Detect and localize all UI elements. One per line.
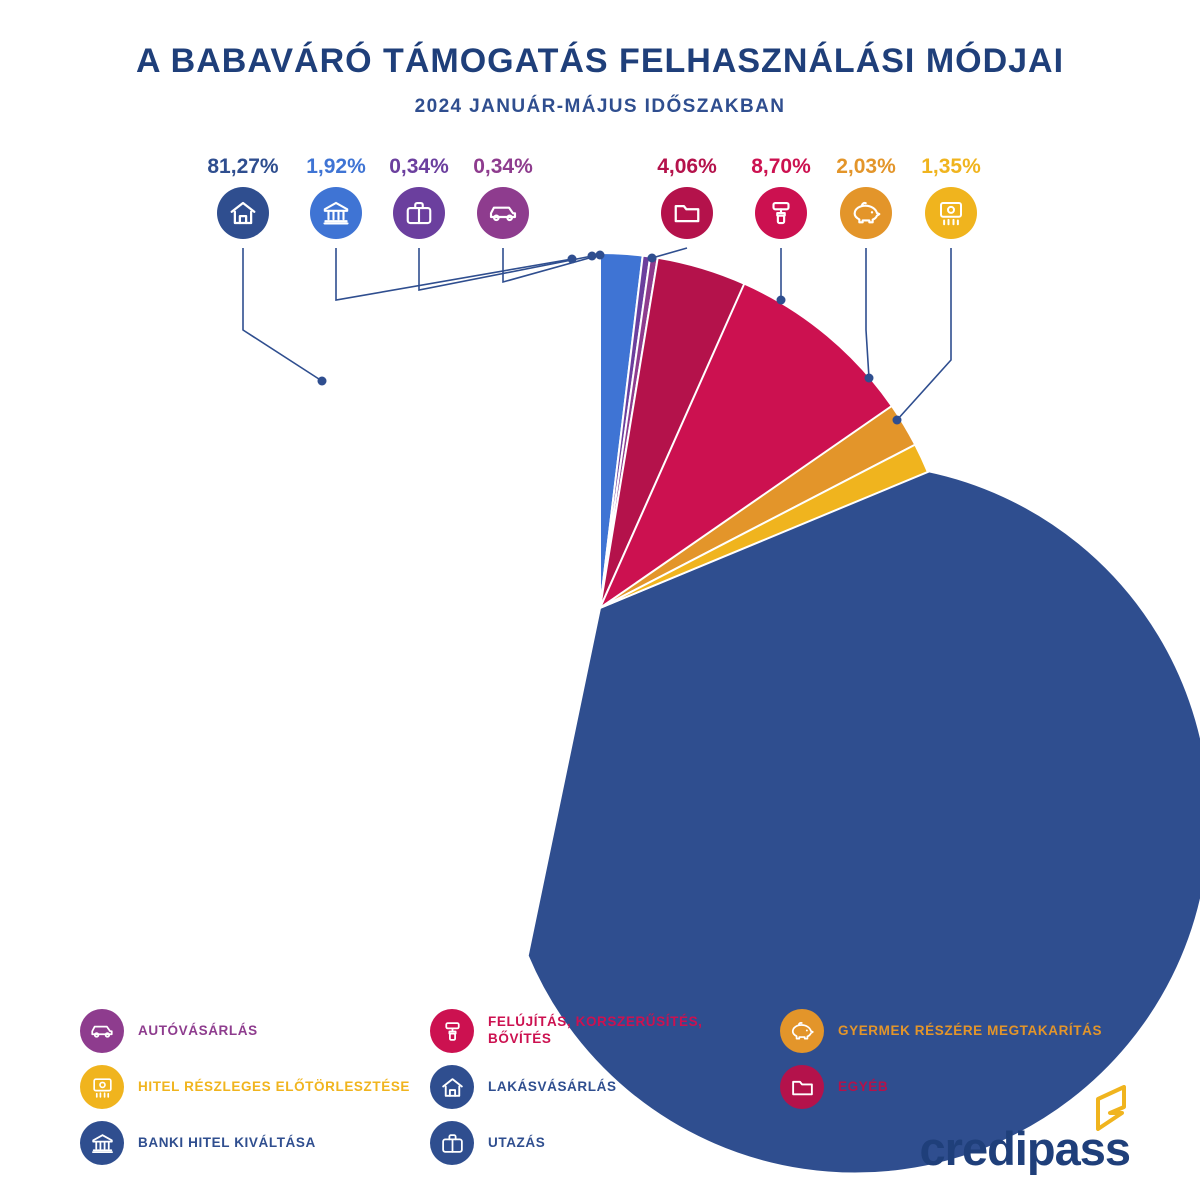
paint-roller-icon bbox=[755, 187, 807, 239]
legend-label: LAKÁSVÁSÁRLÁS bbox=[488, 1078, 617, 1094]
house-icon bbox=[217, 187, 269, 239]
legend-label: EGYÉB bbox=[838, 1078, 889, 1094]
money-screen-icon bbox=[925, 187, 977, 239]
callout-percent: 81,27% bbox=[207, 155, 279, 178]
legend-label: BANKI HITEL KIVÁLTÁSA bbox=[138, 1134, 316, 1150]
callout-percent: 4,06% bbox=[657, 155, 717, 178]
bank-icon bbox=[80, 1121, 124, 1165]
suitcase-icon bbox=[430, 1121, 474, 1165]
house-icon bbox=[430, 1065, 474, 1109]
money-screen-icon bbox=[80, 1065, 124, 1109]
callout-percent: 2,03% bbox=[836, 155, 896, 178]
brand-logo bbox=[919, 1122, 1130, 1175]
callout-percent: 1,92% bbox=[306, 155, 366, 178]
legend-item-lakasvasarlas[interactable] bbox=[430, 1061, 770, 1113]
bank-icon bbox=[310, 187, 362, 239]
folder-icon bbox=[780, 1065, 824, 1109]
legend-item-hitel-elotorlesztes[interactable] bbox=[80, 1061, 420, 1113]
page-title: A BABAVÁRÓ TÁMOGATÁS FELHASZNÁLÁSI MÓDJAI bbox=[135, 42, 1065, 80]
legend-label: GYERMEK RÉSZÉRE MEGTAKARÍTÁS bbox=[838, 1022, 1103, 1038]
callout-hitel-elotorlesztes bbox=[891, 155, 1011, 239]
page-subtitle: 2024 JANUÁR-MÁJUS IDŐSZAKBAN bbox=[414, 96, 786, 117]
legend-label: FELÚJÍTÁS, KORSZERŰSÍTÉS, BŐVÍTÉS bbox=[488, 1014, 703, 1046]
callout-percent: 0,34% bbox=[473, 155, 533, 178]
callout-percent: 1,35% bbox=[921, 155, 981, 178]
legend-item-felujitas[interactable] bbox=[430, 1005, 770, 1057]
callout-percent: 8,70% bbox=[751, 155, 811, 178]
legend-item-utazas[interactable] bbox=[430, 1117, 770, 1169]
car-icon bbox=[477, 187, 529, 239]
legend-item-egyeb[interactable] bbox=[780, 1061, 1120, 1113]
folder-icon bbox=[661, 187, 713, 239]
callout-autovasarlas bbox=[443, 155, 563, 239]
brand-name: credipass bbox=[919, 1122, 1130, 1175]
suitcase-icon bbox=[393, 187, 445, 239]
legend-item-gyermek-megtakaritas[interactable] bbox=[780, 1005, 1120, 1057]
credipass-mark-icon bbox=[1090, 1085, 1132, 1131]
legend-label: HITEL RÉSZLEGES ELŐTÖRLESZTÉSE bbox=[138, 1078, 411, 1094]
piggy-bank-icon bbox=[840, 187, 892, 239]
car-icon bbox=[80, 1009, 124, 1053]
legend-label: AUTÓVÁSÁRLÁS bbox=[138, 1022, 258, 1038]
paint-roller-icon bbox=[430, 1009, 474, 1053]
legend-label: UTAZÁS bbox=[488, 1134, 546, 1150]
legend-item-banki-hitel-kivaltasa[interactable] bbox=[80, 1117, 420, 1169]
piggy-bank-icon bbox=[780, 1009, 824, 1053]
legend-item-autovasarlas[interactable] bbox=[80, 1005, 420, 1057]
callout-percent: 0,34% bbox=[389, 155, 449, 178]
